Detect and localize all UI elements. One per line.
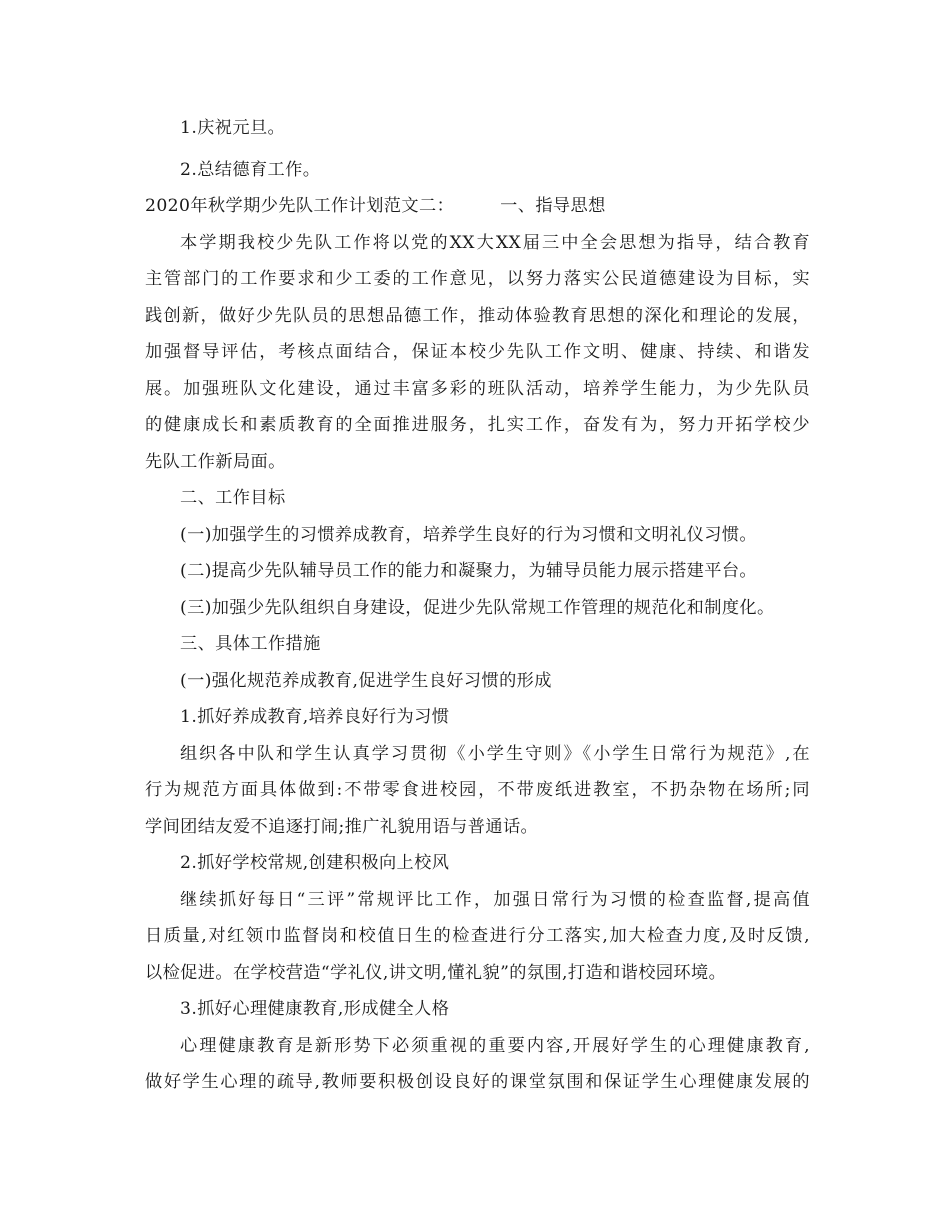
list-item: (一)加强学生的习惯养成教育，培养学生良好的行为习惯和文明礼仪习惯。 <box>180 525 758 545</box>
paragraph-line: 行为规范方面具体做到:不带零食进校园，不带废纸进教室，不扔杂物在场所;同 <box>145 780 810 800</box>
paragraph-line: 日质量,对红领巾监督岗和校值日生的检查进行分工落实,加大检查力度,及时反馈, <box>145 926 810 946</box>
paragraph-line: 加强督导评估，考核点面结合，保证本校少先队工作文明、健康、持续、和谐发 <box>145 342 810 362</box>
paragraph-line: 的健康成长和素质教育的全面推进服务，扎实工作，奋发有为，努力开拓学校少 <box>145 415 810 435</box>
list-item: (二)提高少先队辅导员工作的能力和凝聚力，为辅导员能力展示搭建平台。 <box>180 561 758 581</box>
paragraph-line: 本学期我校少先队工作将以党的XX大XX届三中全会思想为指导，结合教育 <box>180 233 810 253</box>
paragraph-line: 组织各中队和学生认真学习贯彻《小学生守则》《小学生日常行为规范》,在 <box>180 744 810 764</box>
section-heading: 二、工作目标 <box>180 488 286 508</box>
paragraph-line: 展。加强班队文化建设，通过丰富多彩的班队活动，培养学生能力，为少先队员 <box>145 379 810 399</box>
document-title: 2020年秋学期少先队工作计划范文二： <box>145 196 455 216</box>
subsection-heading: 2.抓好学校常规,创建积极向上校风 <box>180 853 450 873</box>
paragraph-line: 继续抓好每日“三评”常规评比工作，加强日常行为习惯的检查监督,提高值 <box>180 890 810 910</box>
paragraph-line: 以检促进。在学校营造“学礼仪,讲文明,懂礼貌”的氛围,打造和谐校园环境。 <box>145 963 727 983</box>
paragraph-line: 心理健康教育是新形势下必须重视的重要内容,开展好学生的心理健康教育, <box>180 1036 810 1056</box>
section-heading: 三、具体工作措施 <box>180 634 321 654</box>
subsection-heading: 3.抓好心理健康教育,形成健全人格 <box>180 999 450 1019</box>
paragraph-line: 先队工作新局面。 <box>145 452 286 472</box>
paragraph-line: 做好学生心理的疏导,教师要积极创设良好的课堂氛围和保证学生心理健康发展的 <box>145 1072 810 1092</box>
list-item: 1.庆祝元旦。 <box>180 118 286 138</box>
section-heading-line <box>145 195 810 217</box>
section-heading: 一、指导思想 <box>500 196 606 216</box>
subsection-heading: 1.抓好养成教育,培养良好行为习惯 <box>180 707 450 727</box>
paragraph-line: 践创新，做好少先队员的思想品德工作，推动体验教育思想的深化和理论的发展， <box>145 306 810 326</box>
list-item: (三)加强少先队组织自身建设，促进少先队常规工作管理的规范化和制度化。 <box>180 598 775 618</box>
subsection-heading: (一)强化规范养成教育,促进学生良好习惯的形成 <box>180 671 552 691</box>
paragraph-line: 学间团结友爱不追逐打闹;推广礼貌用语与普通话。 <box>145 817 539 837</box>
list-item: 2.总结德育工作。 <box>180 160 321 180</box>
paragraph-line: 主管部门的工作要求和少工委的工作意见，以努力落实公民道德建设为目标，实 <box>145 269 810 289</box>
